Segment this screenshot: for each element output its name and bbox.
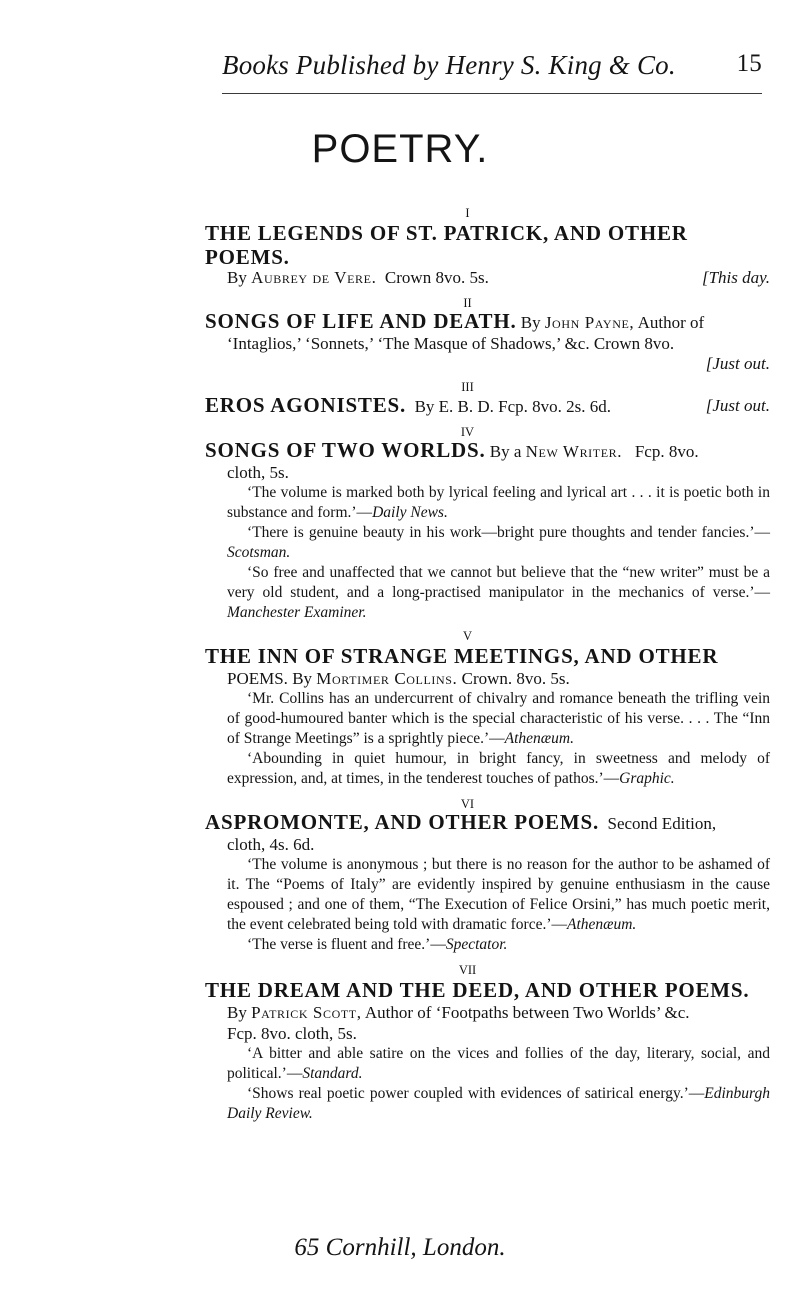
availability: [Just out. [705,354,770,373]
review-quote: ‘The volume is anonymous ; but there is no reason for the author to be ashamed of it. The “Poems of Italy” are evidently inspired by genuine enthusiasm in the cause espoused ; and one of them, “The Execution of Felice Orsini,” has much poetic merit, the event celebrated being told with dramatic force.’—Athenæum. [227,856,770,933]
review-quote: ‘So free and unaffected that we cannot but believe that the “new writer” must be a very old student, and a long-practised manipulator in the mechanics of verse.’—Manchester Examiner. [227,564,770,621]
book-entry [205,797,770,955]
book-entry: II SONGS OF LIFE AND DEATH. By John Payne, Author of ‘Intaglios,’ ‘Sonnets,’ ‘The Masque of Shadows,’ &c. Crown 8vo. [Just out. [205,296,770,374]
book-title: SONGS OF LIFE AND DEATH. [205,309,517,333]
author-name: John Payne, [544,313,635,332]
entry-numeral: VI [460,797,475,811]
review-source: Athenæum. [567,916,637,933]
reviews [227,689,770,789]
entry-numeral: I [465,206,470,220]
review-source: Graphic. [619,770,675,787]
header-rule [222,93,762,94]
review-source: Daily News. [372,504,448,521]
review-source: Manchester Examiner. [227,604,367,621]
review-quote: ‘A bitter and able satire on the vices and follies of the day, literary, social, and political.’—Standard. [227,1045,770,1082]
page-number: 15 [736,50,762,77]
poetry-list [205,206,770,1124]
book-title: SONGS OF TWO WORLDS. [205,438,486,462]
book-entry: IV SONGS OF TWO WORLDS. By a New Writer. Fcp. 8vo. cloth, 5s. ‘The volume is marked both by lyrical feeling and lyrical art . . . it is poetic both in substance and form.’—Daily News. ‘There is genuine beauty in his work—bright pure thoughts and tender fancies.’—Scotsman. ‘So free and unaffected that we cannot but believe that the “new writer” must be a very old student, and a long-practised manipulator in the mechanics of verse.’—Manchester Examiner. [205,425,770,623]
section-title: POETRY. [311,127,489,171]
entry-numeral: IV [460,425,475,439]
publisher-address: 65 Cornhill, London. [294,1234,506,1261]
review-source: Athenæum. [504,730,574,747]
book-entry: VII THE DREAM AND THE DEED, AND OTHER POEMS. By Patrick Scott, Author of ‘Footpaths between Two Worlds’ &c. Fcp. 8vo. cloth, 5s. ‘A bitter and able satire on the vices and follies of the day, literary, social, and political.’—Standard. ‘Shows real poetic power coupled with evidences of satirical energy.’—Edinburgh Daily Review. [205,963,770,1124]
availability: [Just out. [705,396,770,415]
review-quote: ‘Mr. Collins has an undercurrent of chivalry and romance beneath the trifling vein of good-humoured banter which is the special characteristic of his verse. . . . The “Inn of Strange Meetings” is a sprightly piece.’—Athenæum. [227,690,770,747]
reviews [227,855,770,955]
review-source: Edinburgh Daily Review. [227,1085,770,1122]
book-details: Crown. 8vo. 5s. [461,669,570,688]
author-name: Patrick Scott, [251,1003,362,1022]
book-title: THE LEGENDS OF ST. PATRICK, AND OTHER POEMS. [205,221,688,269]
book-details: Second Edition, [607,814,717,833]
reviews [227,1044,770,1124]
book-title: ASPROMONTE, AND OTHER POEMS. [205,810,600,834]
entry-numeral: II [463,296,472,310]
book-details: cloth, 5s. [227,463,289,482]
book-title: EROS AGONISTES. [205,393,407,417]
review-quote: ‘The volume is marked both by lyrical feeling and lyrical art . . . it is poetic both in substance and form.’—Daily News. [227,484,770,521]
book-entry [205,380,770,417]
entry-numeral: VII [458,963,477,977]
review-quote: ‘Abounding in quiet humour, in bright fancy, in sweetness and melody of expression, and, at times, in the tenderest touches of pathos.’—Graphic. [227,750,770,787]
book-title: THE INN OF STRANGE MEETINGS, AND OTHER [205,644,719,668]
review-quote: ‘The verse is fluent and free.’—Spectator. [247,936,508,953]
author-name: New Writer. [525,442,623,461]
book-entry: V THE INN OF STRANGE MEETINGS, AND OTHER POEMS. By Mortimer Collins. Crown. 8vo. 5s. ‘Mr. Collins has an undercurrent of chivalry and romance beneath the trifling vein of good-humoured banter which is the special characteristic of his verse. . . . The “Inn of Strange Meetings” is a sprightly piece.’—Athenæum. ‘Abounding in quiet humour, in bright fancy, in sweetness and melody of expression, and, at times, in the tenderest touches of pathos.’—Graphic. [205,629,770,789]
entry-numeral: V [462,629,473,643]
availability: [This day. [701,268,770,287]
book-details: Fcp. 8vo. cloth, 5s. [227,1024,357,1043]
book-details: By E. B. D. Fcp. 8vo. 2s. 6d. [414,397,612,416]
review-quote: ‘Shows real poetic power coupled with evidences of satirical energy.’—Edinburgh Daily Review. [227,1085,770,1122]
reviews [227,483,770,623]
author-name: Aubrey de Vere. [251,268,377,287]
book-entry [205,206,770,288]
book-details: ‘Intaglios,’ ‘Sonnets,’ ‘The Masque of Shadows,’ &c. Crown 8vo. [227,334,675,353]
running-head [222,50,762,94]
review-quote: ‘There is genuine beauty in his work—bright pure thoughts and tender fancies.’—Scotsman. [227,524,770,561]
author-name: Mortimer Collins. [316,669,458,688]
running-head-text: Books Published by Henry S. King & Co. [222,50,676,80]
book-title: THE DREAM AND THE DEED, AND OTHER POEMS. [205,978,750,1002]
review-source: Standard. [302,1065,363,1082]
book-details: By Aubrey de Vere. Crown 8vo. 5s. [This day. [227,268,770,287]
entry-numeral: III [461,380,474,394]
book-title-continued: POEMS. [227,669,288,688]
review-source: Spectator. [445,936,508,953]
book-details: cloth, 4s. 6d. [227,835,315,854]
review-source: Scotsman. [227,544,291,561]
